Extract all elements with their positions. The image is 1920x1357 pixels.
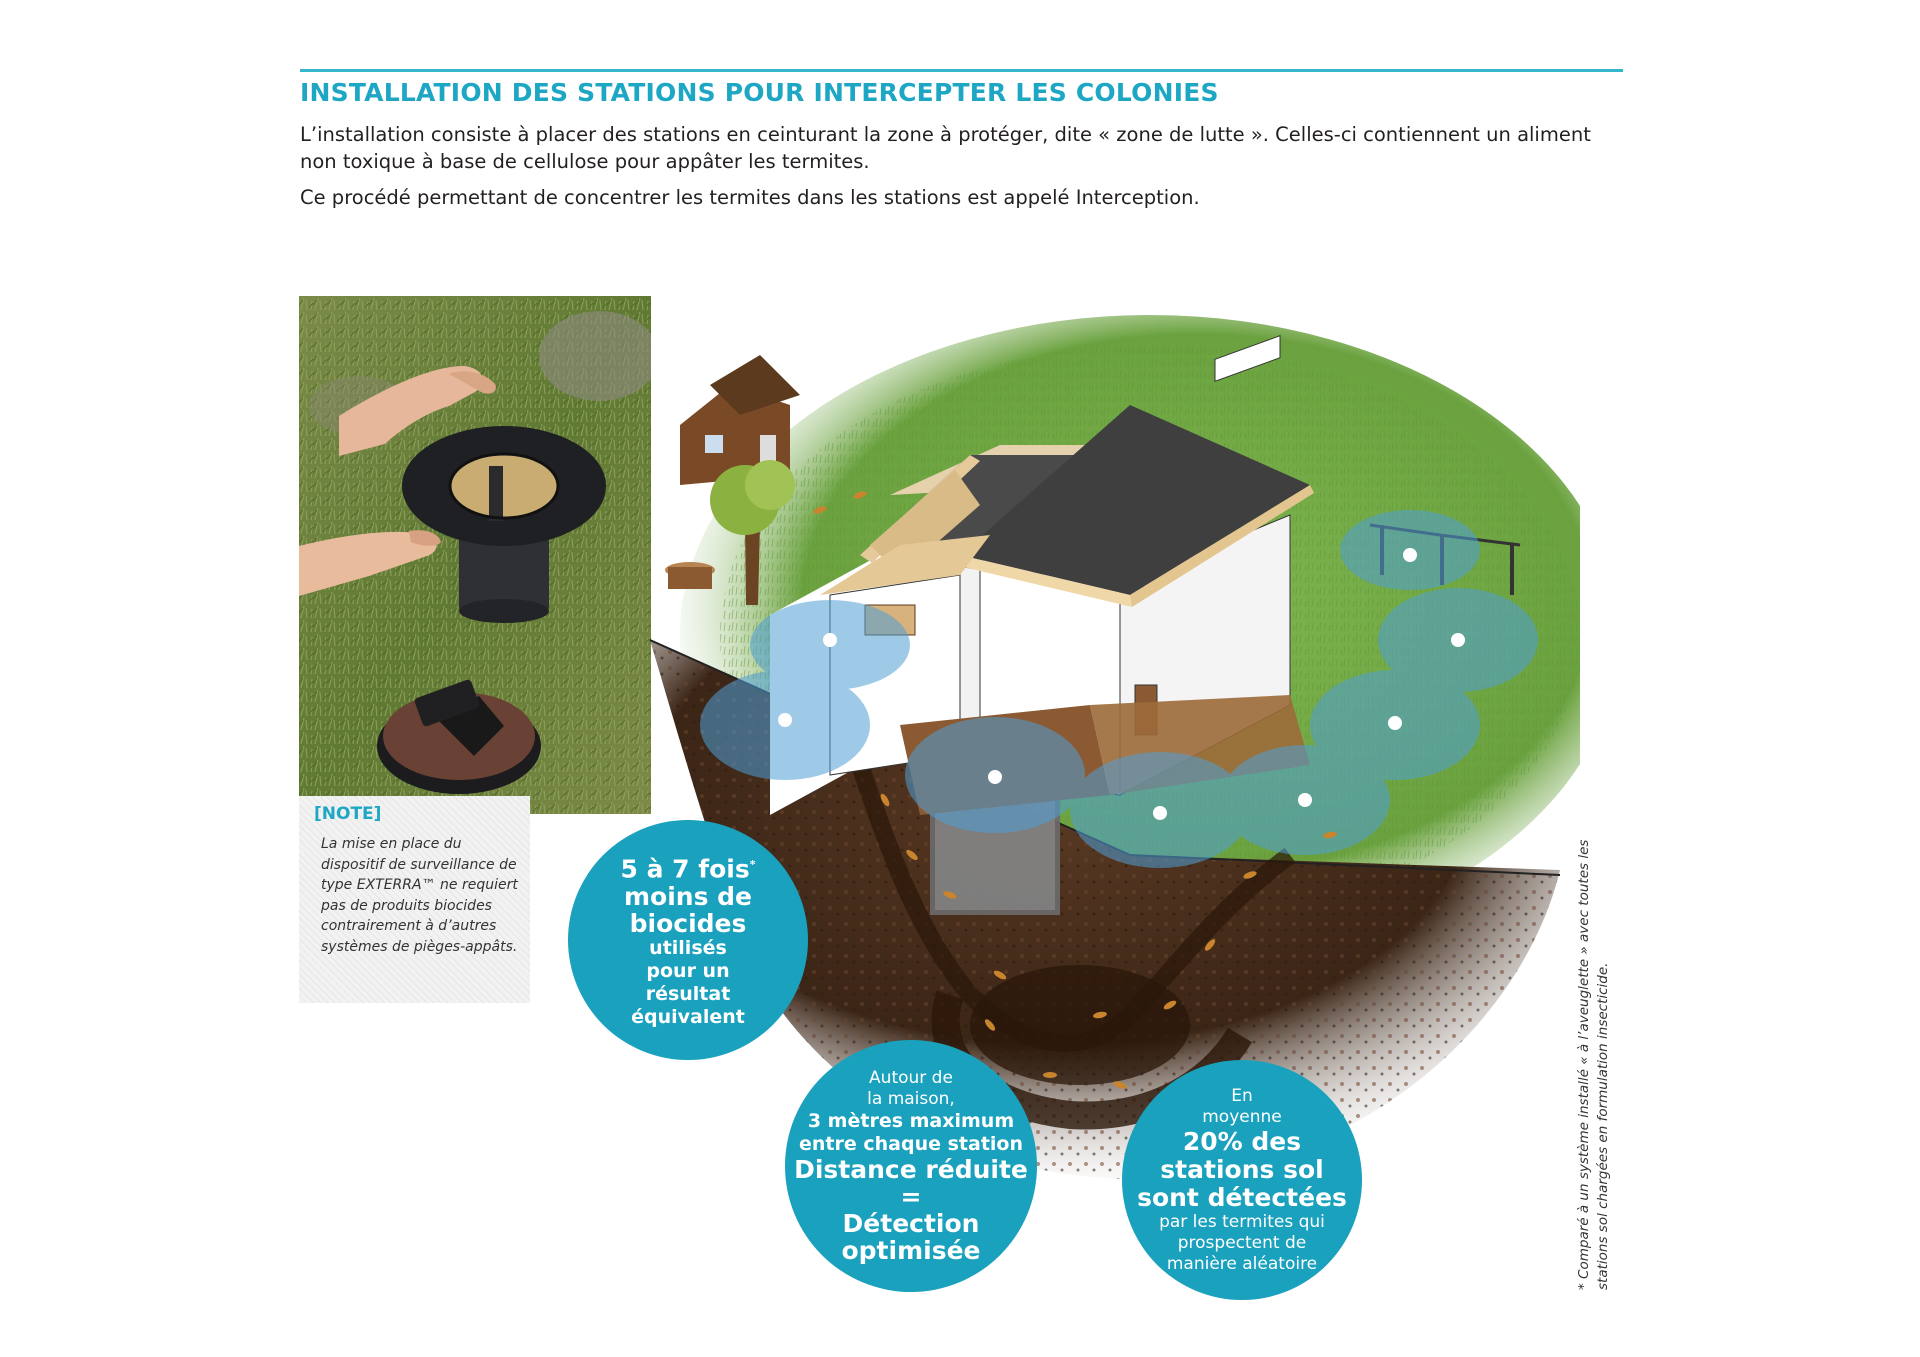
stat-distance-line6: =: [900, 1182, 922, 1211]
stat-detection-line5: sont détectées: [1137, 1182, 1347, 1212]
stat-detection-line1: En: [1231, 1085, 1253, 1106]
stat-biocides-line1: 5 à 7 fois*: [620, 854, 756, 884]
stat-circle-distance: [785, 1040, 1037, 1292]
page-title: INSTALLATION DES STATIONS POUR INTERCEPTER LES COLONIES: [300, 78, 1219, 107]
house-illustration-icon: [650, 295, 1580, 1200]
bait-station-photo: [299, 296, 651, 814]
house-illustration: [650, 295, 1580, 1200]
stat-detection-line3: 20% des: [1182, 1126, 1302, 1156]
stat-distance-line4: entre chaque station: [799, 1133, 1023, 1155]
stat-biocides-line4: utilisés: [649, 936, 727, 959]
stat-detection-line2: moyenne: [1202, 1106, 1282, 1127]
stat-biocides-line2: moins de: [623, 881, 753, 911]
stat-circle-biocides: [568, 820, 808, 1060]
stat-biocides-line5: pour un: [646, 959, 730, 982]
intro-paragraph-1: L’installation consiste à placer des stations en ceinturant la zone à protéger, dite « zone de lutte ». Celles-ci contiennent un aliment non toxique à base de cellulose pour appâter les termites.: [300, 123, 1591, 173]
intro-paragraph-2: Ce procédé permettant de concentrer les termites dans les stations est appelé Interception.: [300, 186, 1200, 209]
stat-detection-line7: prospectent de: [1177, 1232, 1307, 1253]
stat-distance-line2: la maison,: [867, 1089, 955, 1109]
stat-biocides-line7: équivalent: [631, 1005, 745, 1028]
intro-text: [300, 121, 1630, 220]
stat-distance-line5: Distance réduite: [794, 1155, 1028, 1184]
note-text: La mise en place du dispositif de surveillance de type EXTERRA™ ne requiert pas de produits biocides contrairement à d’autres systèmes de pièges-appâts.: [321, 836, 518, 955]
bait-station-photo-icon: [299, 296, 651, 814]
stat-circle-detection: [1122, 1060, 1362, 1300]
top-rule: [300, 69, 1623, 72]
stat-detection-line6: par les termites qui: [1159, 1211, 1325, 1232]
note-title: [NOTE]: [314, 804, 382, 824]
stat-biocides-line3: biocides: [629, 908, 747, 938]
stat-distance-line7: Détection: [842, 1209, 980, 1238]
note-box: [299, 796, 530, 1003]
stat-biocides-line6: résultat: [645, 982, 731, 1005]
stat-detection-line8: manière aléatoire: [1166, 1253, 1318, 1274]
stat-distance-line8: optimisée: [841, 1236, 981, 1265]
stat-distance-line3: 3 mètres maximum: [807, 1110, 1015, 1132]
footnote: * Comparé à un système installé « à l’aveuglette » avec toutes les stations sol chargées en formulation insecticide.: [1576, 839, 1611, 1290]
stat-distance-line1: Autour de: [869, 1068, 953, 1088]
stat-detection-line4: stations sol: [1160, 1154, 1324, 1184]
